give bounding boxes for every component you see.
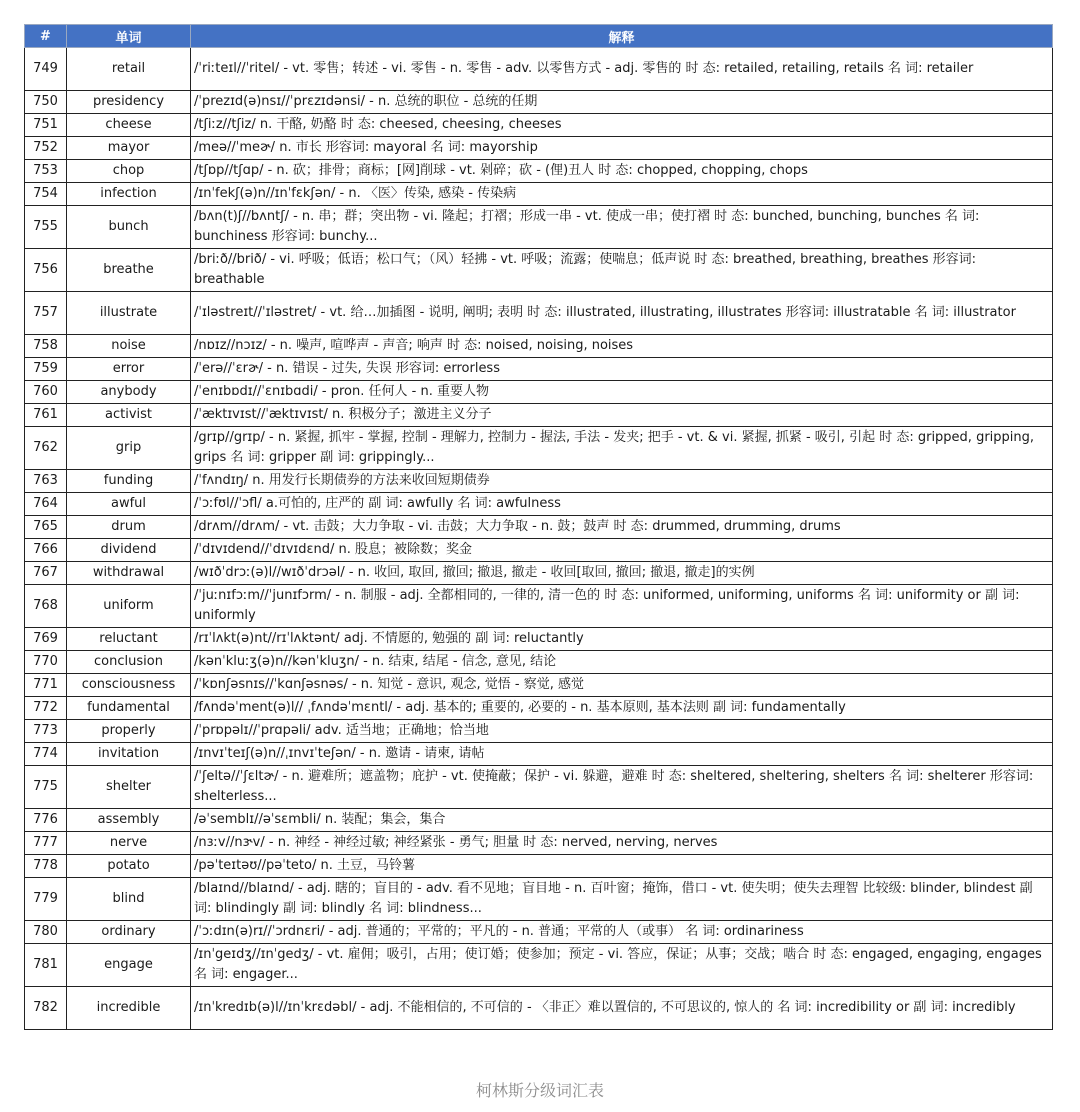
row-definition: /drʌm//drʌm/ - vt. 击鼓；大力争取 - vi. 击鼓；大力争取 - n. 鼓；鼓声 时 态: drummed, drumming, drums (191, 516, 1053, 539)
row-number: 754 (25, 183, 67, 206)
row-definition: /ˈɔːfʊl//ˈɔfl/ a.可怕的, 庄严的 副 词: awfully 名 词: awfulness (191, 493, 1053, 516)
row-word: consciousness (67, 674, 191, 697)
row-word: fundamental (67, 697, 191, 720)
row-word: error (67, 358, 191, 381)
table-row (25, 137, 1053, 160)
row-word: chop (67, 160, 191, 183)
table-row (25, 674, 1053, 697)
row-number: 750 (25, 91, 67, 114)
table-row (25, 335, 1053, 358)
row-number: 765 (25, 516, 67, 539)
row-word: nerve (67, 832, 191, 855)
row-definition: /ˈprɒpəlɪ//ˈprɑpəli/ adv. 适当地；正确地；恰当地 (191, 720, 1053, 743)
table-row (25, 743, 1053, 766)
row-definition: /ɪnvɪˈteɪʃ(ə)n//ˌɪnvɪˈteʃən/ - n. 邀请 - 请柬, 请帖 (191, 743, 1053, 766)
row-definition: /rɪˈlʌkt(ə)nt//rɪˈlʌktənt/ adj. 不情愿的, 勉强的 副 词: reluctantly (191, 628, 1053, 651)
vocab-body (25, 48, 1053, 1030)
row-definition: /nɜːv//nɝv/ - n. 神经 - 神经过敏; 神经紧张 - 勇气; 胆量 时 态: nerved, nerving, nerves (191, 832, 1053, 855)
table-row (25, 651, 1053, 674)
vocab-table (24, 24, 1053, 1030)
row-definition: /briːð//brið/ - vi. 呼吸；低语；松口气；（风）轻拂 - vt. 呼吸；流露；使喘息；低声说 时 态: breathed, breathing, breathes 形容词: breathable (191, 249, 1053, 292)
header-row (25, 25, 1053, 48)
row-number: 770 (25, 651, 67, 674)
row-definition: /ˈerə//ˈɛrɚ/ - n. 错误 - 过失, 失误 形容词: errorless (191, 358, 1053, 381)
header-definition: 解释 (191, 25, 1053, 48)
row-definition: /ˈʃeltə//ˈʃɛltɚ/ - n. 避难所；遮盖物；庇护 - vt. 使掩蔽；保护 - vi. 躲避，避难 时 态: sheltered, sheltering, shelters 名 词: shelterer 形容词: shelterless... (191, 766, 1053, 809)
row-number: 768 (25, 585, 67, 628)
table-row (25, 381, 1053, 404)
row-word: assembly (67, 809, 191, 832)
row-number: 780 (25, 921, 67, 944)
row-word: invitation (67, 743, 191, 766)
row-definition: /grɪp//grɪp/ - n. 紧握, 抓牢 - 掌握, 控制 - 理解力, 控制力 - 握法, 手法 - 发夹; 把手 - vt. & vi. 紧握, 抓紧 - 吸引, 引起 时 态: gripped, gripping, grips 名 词: gripper 副 词: grippingly... (191, 427, 1053, 470)
row-number: 749 (25, 48, 67, 91)
row-number: 774 (25, 743, 67, 766)
row-definition: /ˈkɒnʃəsnɪs//ˈkɑnʃəsnəs/ - n. 知觉 - 意识, 观念, 觉悟 - 察觉, 感觉 (191, 674, 1053, 697)
table-row (25, 493, 1053, 516)
row-word: awful (67, 493, 191, 516)
row-word: properly (67, 720, 191, 743)
row-number: 771 (25, 674, 67, 697)
row-word: noise (67, 335, 191, 358)
table-caption: 柯林斯分级词汇表 (475, 1081, 604, 1100)
row-number: 767 (25, 562, 67, 585)
row-word: grip (67, 427, 191, 470)
header-word: 单词 (67, 25, 191, 48)
row-number: 769 (25, 628, 67, 651)
row-definition: /nɒɪz//nɔɪz/ - n. 噪声, 喧哗声 - 声音; 响声 时 态: noised, noising, noises (191, 335, 1053, 358)
row-definition: /wɪðˈdrɔː(ə)l//wɪðˈdrɔəl/ - n. 收回, 取回, 撤回; 撤退, 撤走 - 收回[取回, 撤回; 撤退, 撤走]的实例 (191, 562, 1053, 585)
row-definition: /ɪnˈkredɪb(ə)l//ɪnˈkrɛdəbl/ - adj. 不能相信的, 不可信的 - 〈非正〉难以置信的, 不可思议的, 惊人的 名 词: incredibility or 副 词: incredibly (191, 987, 1053, 1030)
row-number: 775 (25, 766, 67, 809)
row-number: 760 (25, 381, 67, 404)
row-definition: /tʃɒp//tʃɑp/ - n. 砍；排骨；商标；[网]削球 - vt. 剁碎；砍 - (俚)丑人 时 态: chopped, chopping, chops (191, 160, 1053, 183)
row-definition: /tʃiːz//tʃiz/ n. 干酪, 奶酪 时 态: cheesed, cheesing, cheeses (191, 114, 1053, 137)
table-row (25, 944, 1053, 987)
table-row (25, 832, 1053, 855)
row-word: infection (67, 183, 191, 206)
row-definition: /ˈenɪbɒdɪ//ˈɛnɪbɑdi/ - pron. 任何人 - n. 重要人物 (191, 381, 1053, 404)
row-definition: /blaɪnd//blaɪnd/ - adj. 瞎的；盲目的 - adv. 看不见地；盲目地 - n. 百叶窗；掩饰，借口 - vt. 使失明；使失去理智 比较级: blinder, blindest 副 词: blindingly 副 词: blindly 名 词: blindness... (191, 878, 1053, 921)
row-definition: /bʌn(t)ʃ//bʌntʃ/ - n. 串；群；突出物 - vi. 隆起；打褶；形成一串 - vt. 使成一串；使打褶 时 态: bunched, bunching, bunches 名 词: bunchiness 形容词: bunchy... (191, 206, 1053, 249)
row-word: mayor (67, 137, 191, 160)
row-number: 782 (25, 987, 67, 1030)
row-word: blind (67, 878, 191, 921)
table-row (25, 48, 1053, 91)
row-word: conclusion (67, 651, 191, 674)
row-word: incredible (67, 987, 191, 1030)
row-definition: /fʌndəˈment(ə)l// ˌfʌndəˈmɛntl/ - adj. 基本的; 重要的, 必要的 - n. 基本原则, 基本法则 副 词: fundamentally (191, 697, 1053, 720)
table-row (25, 249, 1053, 292)
table-row (25, 987, 1053, 1030)
row-number: 776 (25, 809, 67, 832)
row-word: activist (67, 404, 191, 427)
row-word: potato (67, 855, 191, 878)
row-number: 751 (25, 114, 67, 137)
row-definition: /ˈprezɪd(ə)nsɪ//ˈprɛzɪdənsi/ - n. 总统的职位 - 总统的任期 (191, 91, 1053, 114)
row-definition: /ˈɪləstreɪt//ˈɪləstret/ - vt. 给…加插图 - 说明, 阐明; 表明 时 态: illustrated, illustrating, illustrates 形容词: illustratable 名 词: illustrator (191, 292, 1053, 335)
row-word: shelter (67, 766, 191, 809)
row-definition: /ˈɔːdɪn(ə)rɪ//ˈɔrdnɛri/ - adj. 普通的；平常的；平凡的 - n. 普通；平常的人（或事） 名 词: ordinariness (191, 921, 1053, 944)
table-row (25, 292, 1053, 335)
row-number: 763 (25, 470, 67, 493)
table-row (25, 183, 1053, 206)
row-number: 758 (25, 335, 67, 358)
row-number: 755 (25, 206, 67, 249)
row-word: illustrate (67, 292, 191, 335)
table-row (25, 809, 1053, 832)
row-definition: /əˈsemblɪ//əˈsɛmbli/ n. 装配；集会，集合 (191, 809, 1053, 832)
row-definition: /ˈdɪvɪdend//ˈdɪvɪdɛnd/ n. 股息；被除数；奖金 (191, 539, 1053, 562)
table-row (25, 562, 1053, 585)
table-row (25, 91, 1053, 114)
row-definition: /meə//ˈmeɚ/ n. 市长 形容词: mayoral 名 词: mayorship (191, 137, 1053, 160)
row-word: presidency (67, 91, 191, 114)
header-num: # (25, 25, 67, 48)
row-definition: /pəˈteɪtəʊ//pəˈteto/ n. 土豆，马铃薯 (191, 855, 1053, 878)
table-row (25, 585, 1053, 628)
table-row (25, 206, 1053, 249)
table-row (25, 160, 1053, 183)
table-row (25, 404, 1053, 427)
table-row (25, 516, 1053, 539)
table-row (25, 697, 1053, 720)
row-number: 781 (25, 944, 67, 987)
row-word: dividend (67, 539, 191, 562)
row-word: funding (67, 470, 191, 493)
row-definition: /ɪnˈfekʃ(ə)n//ɪnˈfɛkʃən/ - n. 〈医〉传染, 感染 - 传染病 (191, 183, 1053, 206)
row-number: 778 (25, 855, 67, 878)
table-row (25, 114, 1053, 137)
row-number: 762 (25, 427, 67, 470)
row-word: reluctant (67, 628, 191, 651)
row-number: 757 (25, 292, 67, 335)
row-number: 764 (25, 493, 67, 516)
row-number: 761 (25, 404, 67, 427)
row-word: breathe (67, 249, 191, 292)
row-number: 752 (25, 137, 67, 160)
row-word: ordinary (67, 921, 191, 944)
table-row (25, 921, 1053, 944)
row-number: 756 (25, 249, 67, 292)
row-definition: /ˈjuːnɪfɔːm//ˈjunɪfɔrm/ - n. 制服 - adj. 全都相同的, 一律的, 清一色的 时 态: uniformed, uniforming, uniforms 名 词: uniformity or 副 词: uniformly (191, 585, 1053, 628)
row-word: bunch (67, 206, 191, 249)
row-word: withdrawal (67, 562, 191, 585)
table-row (25, 855, 1053, 878)
table-row (25, 470, 1053, 493)
table-row (25, 358, 1053, 381)
table-row (25, 427, 1053, 470)
row-number: 779 (25, 878, 67, 921)
row-number: 777 (25, 832, 67, 855)
row-number: 772 (25, 697, 67, 720)
table-row (25, 878, 1053, 921)
row-definition: /ˈriːteɪl//ˈritel/ - vt. 零售；转述 - vi. 零售 - n. 零售 - adv. 以零售方式 - adj. 零售的 时 态: retailed, retailing, retails 名 词: retailer (191, 48, 1053, 91)
row-definition: /ˈæktɪvɪst//ˈæktɪvɪst/ n. 积极分子；激进主义分子 (191, 404, 1053, 427)
row-word: engage (67, 944, 191, 987)
row-number: 766 (25, 539, 67, 562)
row-number: 759 (25, 358, 67, 381)
table-row (25, 539, 1053, 562)
row-definition: /ɪnˈgeɪdʒ//ɪnˈgedʒ/ - vt. 雇佣；吸引，占用；使订婚；使参加；预定 - vi. 答应，保证；从事；交战；啮合 时 态: engaged, engaging, engages 名 词: engager... (191, 944, 1053, 987)
row-word: cheese (67, 114, 191, 137)
row-definition: /kənˈkluːʒ(ə)n//kənˈkluʒn/ - n. 结束, 结尾 - 信念, 意见, 结论 (191, 651, 1053, 674)
row-word: drum (67, 516, 191, 539)
table-row (25, 766, 1053, 809)
row-definition: /ˈfʌndɪŋ/ n. 用发行长期债券的方法来收回短期债券 (191, 470, 1053, 493)
table-row (25, 628, 1053, 651)
row-number: 753 (25, 160, 67, 183)
row-word: uniform (67, 585, 191, 628)
row-word: retail (67, 48, 191, 91)
row-word: anybody (67, 381, 191, 404)
table-row (25, 720, 1053, 743)
row-number: 773 (25, 720, 67, 743)
